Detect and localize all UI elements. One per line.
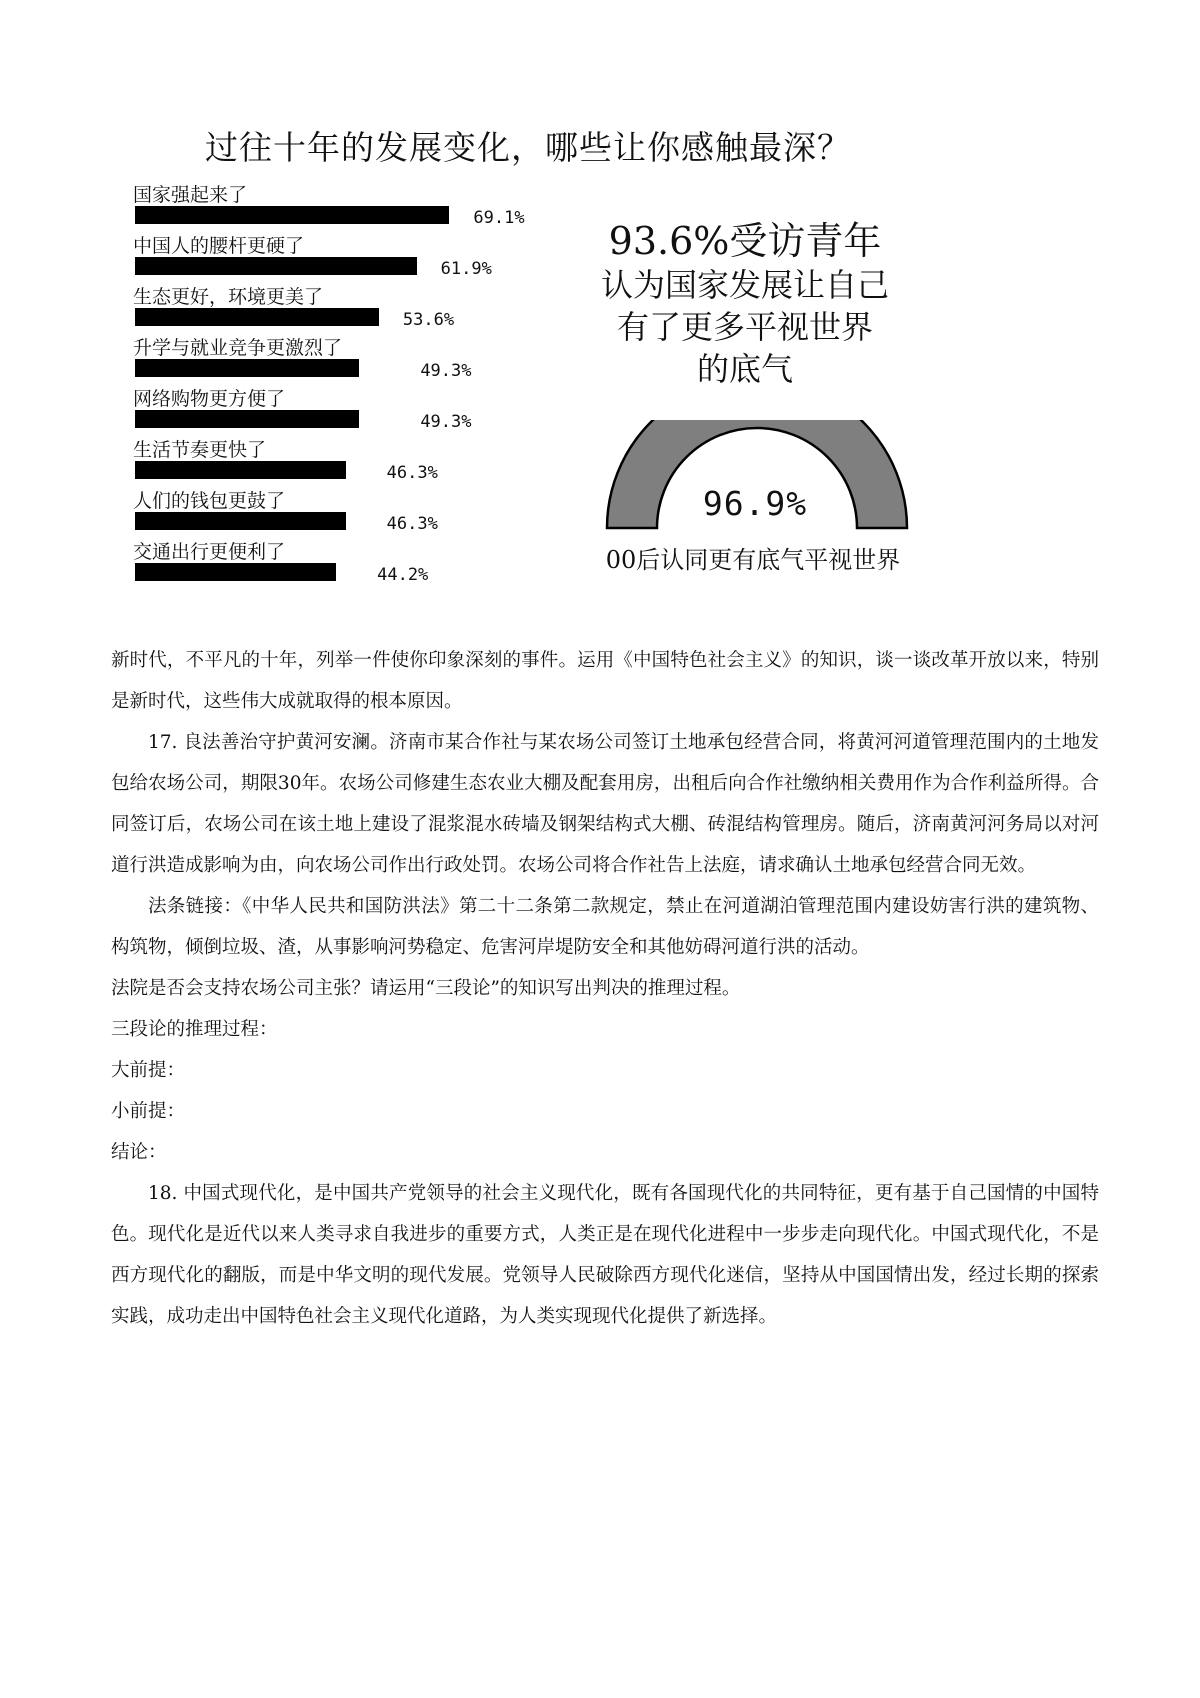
bar-category-label: 生态更好，环境更美了 [133,286,324,308]
bar [135,206,449,224]
bar-category-label: 人们的钱包更鼓了 [133,490,286,512]
gauge-headline-line-1: 93.6%受访青年 [608,219,882,263]
bar-value-label: 46.3% [386,463,438,483]
bar-value-label: 44.2% [377,565,429,585]
bar-value-label: 49.3% [420,361,472,381]
conclusion-label: 结论： [111,1142,167,1163]
bar [135,563,336,581]
bar [135,359,359,377]
document-body [111,640,1099,1337]
paragraph-17-question: 法院是否会支持农场公司主张？请运用“三段论”的知识写出判决的推理过程。 [111,978,741,999]
paragraph-17-material: 17. 良法善治守护黄河安澜。济南市某合作社与某农场公司签订土地承包经营合同，将黄河河道管理范围内的土地发包给农场公司，期限30年。农场公司修建生态农业大棚及配套用房，出租后向合作社缴纳相关费用作为合作利益所得。合同签订后，农场公司在该土地上建设了混浆混水砖墙及钢架结构式大棚、砖混结构管理房。随后，济南黄河河务局以对河道行洪造成影响为由，向农场公司作出行政处罚。农场公司将合作社告上法庭，请求确认土地承包经营合同无效。 [111,732,1099,876]
bar-category-label: 网络购物更方便了 [133,388,286,410]
bar-chart [0,0,600,620]
bar [135,461,346,479]
syllogism-heading: 三段论的推理过程： [111,1019,278,1040]
gauge-caption: 00后认同更有底气平视世界 [605,546,901,574]
bar-value-label: 69.1% [473,208,525,228]
bar-category-label: 国家强起来了 [133,184,248,206]
bar-value-label: 61.9% [440,259,492,279]
gauge-headline-line-3: 有了更多平视世界 [616,308,873,346]
gauge-headline-line-2: 认为国家发展让自己 [600,266,889,304]
paragraph-18-material: 18. 中国式现代化，是中国共产党领导的社会主义现代化，既有各国现代化的共同特征，更有基于自己国情的中国特色。现代化是近代以来人类寻求自我进步的重要方式，人类正是在现代化进程中一步步走向现代化。中国式现代化，不是西方现代化的翻版，而是中华文明的现代发展。党领导人民破除西方现代化迷信，坚持从中国国情出发，经过长期的探索实践，成功走出中国特色社会主义现代化道路，为人类实现现代化提供了新选择。 [111,1183,1099,1327]
bar-category-label: 升学与就业竞争更激烈了 [133,337,343,359]
bar-value-label: 49.3% [420,412,472,432]
paragraph-16-question: 新时代，不平凡的十年，列举一件使你印象深刻的事件。运用《中国特色社会主义》的知识，谈一谈改革开放以来，特别是新时代，这些伟大成就取得的根本原因。 [111,650,1099,712]
gauge-headline [575,220,915,390]
bar-category-label: 交通出行更便利了 [133,541,286,563]
bar [135,257,417,275]
bar-category-label: 生活节奏更快了 [133,439,267,461]
gauge-value: 96.9% [702,484,808,523]
bar-value-label: 46.3% [386,514,438,534]
minor-premise-label: 小前提： [111,1101,186,1122]
bar [135,410,359,428]
bar-category-label: 中国人的腰杆更硬了 [133,235,305,257]
bar-chart-title: 过往十年的发展变化，哪些让你感触最深？ [205,128,851,167]
bar-value-label: 53.6% [402,310,455,330]
paragraph-law-link: 法条链接：《中华人民共和国防洪法》第二十二条第二款规定，禁止在河道湖泊管理范围内建设妨害行洪的建筑物、构筑物，倾倒垃圾、渣，从事影响河势稳定、危害河岸堤防安全和其他妨碍河道行洪的活动。 [111,896,1099,958]
major-premise-label: 大前提： [111,1060,186,1081]
gauge-headline-line-4: 的底气 [696,350,793,388]
bar [135,308,379,326]
bar [135,512,346,530]
